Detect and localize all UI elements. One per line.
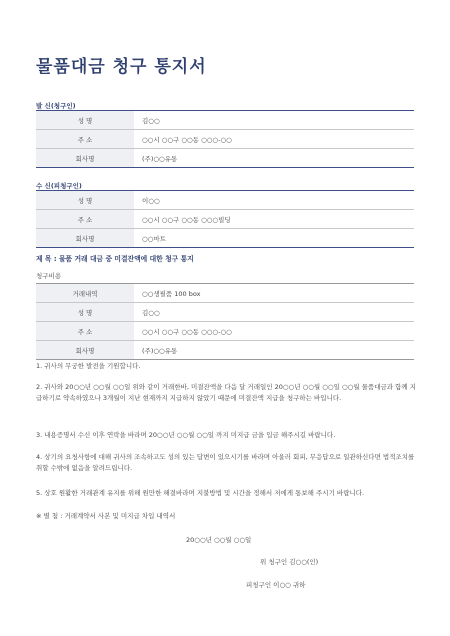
attachment-note: ※ 별 첨 : 거래계약서 사본 및 미지급 차입 내역서 bbox=[36, 512, 176, 520]
sender-table bbox=[36, 110, 414, 168]
sender-address-value: ○○시 ○○구 ○○동 ○○○-○○ bbox=[134, 130, 414, 149]
sender-company-key: 회사명 bbox=[36, 149, 134, 168]
claim-transaction-key: 거래내역 bbox=[36, 284, 134, 303]
sender-address-key: 주 소 bbox=[36, 130, 134, 149]
claim-address-key: 주 소 bbox=[36, 322, 134, 341]
recipient-address-key: 주 소 bbox=[36, 210, 134, 229]
claim-transaction-value: ○○생필품 100 box bbox=[134, 284, 414, 303]
respondent-addressee: 피청구인 이○○ 귀하 bbox=[246, 581, 306, 589]
claim-name-value: 김○○ bbox=[134, 303, 414, 322]
table-row bbox=[36, 210, 414, 229]
sender-name-key: 성 명 bbox=[36, 111, 134, 130]
paragraph-4: 4. 상기의 요청사항에 대해 귀사의 조속하고도 성의 있는 답변이 있으시기를 바라며 아울러 회피, 무응답으로 일관하신다면 법적조치를 취할 수밖에 없음을 알려드립니다. bbox=[36, 453, 415, 472]
claim-address-value: ○○시 ○○구 ○○동 ○○○-○○ bbox=[134, 322, 414, 341]
paragraph-5: 5. 상호 원활한 거래관계 유지를 위해 원만한 해결바라며 지불방법 및 시간을 정해서 저에게 통보해 주시기 바랍니다. bbox=[36, 489, 365, 497]
table-row bbox=[36, 111, 414, 130]
sender-name-value: 김○○ bbox=[134, 111, 414, 130]
claimant-signature: 위 청구인 김○○(인) bbox=[260, 558, 319, 566]
table-row bbox=[36, 303, 414, 322]
subject-line: 제 목 : 물품 거래 대금 중 미결잔액에 대한 청구 통지 bbox=[36, 255, 194, 263]
document-date: 20○○년 ○○월 ○○일 bbox=[186, 536, 252, 544]
table-row bbox=[36, 229, 414, 248]
document-title: 물품대금 청구 통지서 bbox=[36, 57, 207, 77]
claim-company-key: 회사명 bbox=[36, 341, 134, 360]
paragraph-3: 3. 내용증명서 수신 이후 연락을 바라며 20○○년 ○○월 ○○일 까지 미지급 금을 입금 해주시길 바랍니다. bbox=[36, 431, 336, 439]
recipient-name-value: 이○○ bbox=[134, 191, 414, 210]
table-row bbox=[36, 322, 414, 341]
recipient-company-value: ○○마트 bbox=[134, 229, 414, 248]
table-row bbox=[36, 284, 414, 303]
table-row bbox=[36, 191, 414, 210]
table-row bbox=[36, 149, 414, 168]
claim-name-key: 성 명 bbox=[36, 303, 134, 322]
claim-section-label: 청구비용 bbox=[36, 272, 62, 280]
sender-company-value: (주)○○유통 bbox=[134, 149, 414, 168]
table-row bbox=[36, 341, 414, 360]
table-row bbox=[36, 130, 414, 149]
recipient-section-label: 수 신(피청구인) bbox=[36, 182, 82, 190]
sender-section-label: 발 신(청구인) bbox=[36, 102, 76, 110]
claim-table bbox=[36, 283, 414, 360]
recipient-name-key: 성 명 bbox=[36, 191, 134, 210]
recipient-table bbox=[36, 190, 414, 248]
paragraph-2: 2. 귀사와 20○○년 ○○월 ○○일 위와 같이 거래한바, 미결잔액을 다음 달 거래일인 20○○년 ○○월 ○○일 ○○월 물품대금과 함께 지급하기로 약속하였으나 3개월이 지난 현재까지 지급하지 않았기 때문에 미결잔액 지급을 청구하는 바입니다. bbox=[36, 383, 417, 402]
recipient-address-value: ○○시 ○○구 ○○동 ○○○빌딩 bbox=[134, 210, 414, 229]
paragraph-1: 1. 귀사의 무궁한 발전을 기원합니다. bbox=[36, 362, 141, 370]
claim-company-value: (주)○○유통 bbox=[134, 341, 414, 360]
recipient-company-key: 회사명 bbox=[36, 229, 134, 248]
